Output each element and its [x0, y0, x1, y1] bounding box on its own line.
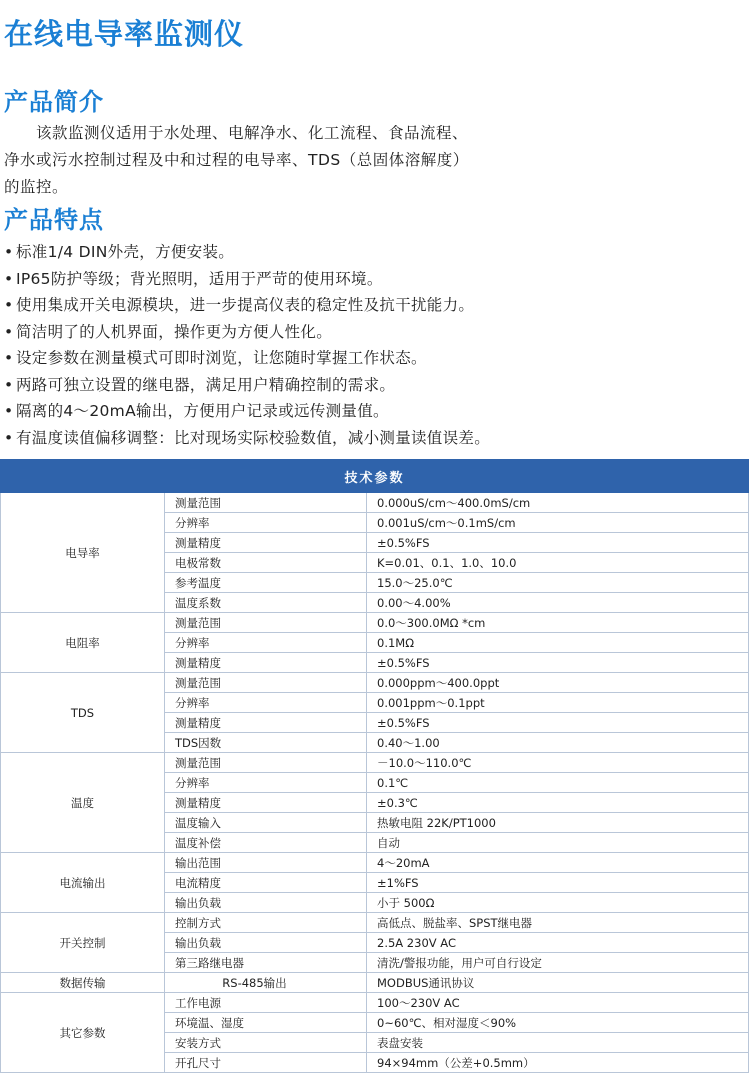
spec-group-label: 其它参数 [1, 993, 165, 1073]
spec-value: ±0.5%FS [367, 653, 749, 673]
spec-param: RS-485输出 [165, 973, 367, 993]
spec-value: 4～20mA [367, 853, 749, 873]
spec-value: ±0.5%FS [367, 533, 749, 553]
spec-param: 测量精度 [165, 713, 367, 733]
spec-param: 输出负载 [165, 893, 367, 913]
spec-param: 分辨率 [165, 693, 367, 713]
feature-item [4, 398, 490, 425]
spec-param: 温度系数 [165, 593, 367, 613]
spec-param: 环境温、湿度 [165, 1013, 367, 1033]
feature-item [4, 266, 490, 293]
feature-item [4, 345, 490, 372]
spec-row [1, 913, 749, 933]
spec-value: 0.1MΩ [367, 633, 749, 653]
spec-param: 电极常数 [165, 553, 367, 573]
spec-param: 测量范围 [165, 613, 367, 633]
spec-param: 参考温度 [165, 573, 367, 593]
spec-param: 工作电源 [165, 993, 367, 1013]
feature-text: IP65防护等级；背光照明，适用于严苛的使用环境。 [16, 269, 383, 288]
spec-param: 分辨率 [165, 513, 367, 533]
spec-param: 温度输入 [165, 813, 367, 833]
feature-item [4, 425, 490, 452]
spec-row [1, 753, 749, 773]
spec-value: －10.0～110.0℃ [367, 753, 749, 773]
spec-value: 热敏电阻 22K/PT1000 [367, 813, 749, 833]
spec-value: 100～230V AC [367, 993, 749, 1013]
spec-param: 测量精度 [165, 533, 367, 553]
feature-item [4, 319, 490, 346]
feature-item [4, 292, 490, 319]
feature-text: 使用集成开关电源模块，进一步提高仪表的稳定性及抗干扰能力。 [16, 296, 475, 314]
spec-row [1, 993, 749, 1013]
spec-value: 小于 500Ω [367, 893, 749, 913]
spec-param: 温度补偿 [165, 833, 367, 853]
spec-param: 第三路继电器 [165, 953, 367, 973]
spec-value: 0.001ppm～0.1ppt [367, 693, 749, 713]
spec-row [1, 493, 749, 513]
spec-row [1, 973, 749, 993]
spec-param: 电流精度 [165, 873, 367, 893]
spec-param: 控制方式 [165, 913, 367, 933]
spec-param: 测量精度 [165, 793, 367, 813]
spec-param: 分辨率 [165, 633, 367, 653]
spec-param: 开孔尺寸 [165, 1053, 367, 1073]
spec-value: 2.5A 230V AC [367, 933, 749, 953]
intro-text: 该款监测仪适用于水处理、电解净水、化工流程、食品流程、净水或污水控制过程及中和过程的电导率、TDS（总固体溶解度）的监控。 [4, 124, 469, 196]
bullet-icon: • [4, 428, 14, 447]
feature-text: 隔离的4～20mA输出，方便用户记录或远传测量值。 [16, 402, 389, 420]
spec-value: 0.001uS/cm～0.1mS/cm [367, 513, 749, 533]
page-title: 在线电导率监测仪 [4, 17, 245, 51]
feature-text: 标准1/4 DIN外壳，方便安装。 [16, 243, 235, 261]
spec-value: 高低点、脱盐率、SPST继电器 [367, 913, 749, 933]
spec-value: 自动 [367, 833, 749, 853]
spec-group-label: 电流输出 [1, 853, 165, 913]
features-list [4, 239, 490, 451]
bullet-icon: • [4, 402, 14, 420]
feature-text: 设定参数在测量模式可即时浏览，让您随时掌握工作状态。 [16, 349, 427, 367]
spec-param: 输出负载 [165, 933, 367, 953]
spec-param: 测量范围 [165, 753, 367, 773]
spec-value: 0.40～1.00 [367, 733, 749, 753]
bullet-icon: • [4, 349, 14, 367]
spec-table-header: 技术参数 [1, 460, 749, 493]
bullet-icon: • [4, 243, 14, 261]
spec-param: 测量精度 [165, 653, 367, 673]
spec-param: TDS因数 [165, 733, 367, 753]
intro-heading: 产品简介 [4, 88, 104, 116]
bullet-icon: • [4, 375, 14, 394]
spec-value: ±1%FS [367, 873, 749, 893]
spec-table [0, 459, 749, 1073]
spec-param: 分辨率 [165, 773, 367, 793]
spec-value: 0.000uS/cm～400.0mS/cm [367, 493, 749, 513]
spec-value: K=0.01、0.1、1.0、10.0 [367, 553, 749, 573]
spec-param: 输出范围 [165, 853, 367, 873]
bullet-icon: • [4, 296, 14, 314]
feature-text: 简洁明了的人机界面，操作更为方便人性化。 [16, 322, 333, 341]
spec-group-label: 电导率 [1, 493, 165, 613]
feature-text: 有温度读值偏移调整：比对现场实际校验数值，减小测量读值误差。 [16, 428, 491, 447]
spec-value: 15.0～25.0℃ [367, 573, 749, 593]
spec-value: 0~60℃、相对湿度＜90% [367, 1013, 749, 1033]
bullet-icon: • [4, 322, 14, 341]
spec-row [1, 673, 749, 693]
spec-value: 0.00～4.00% [367, 593, 749, 613]
spec-row [1, 613, 749, 633]
spec-group-label: 开关控制 [1, 913, 165, 973]
spec-param: 安装方式 [165, 1033, 367, 1053]
spec-param: 测量范围 [165, 673, 367, 693]
spec-param: 测量范围 [165, 493, 367, 513]
spec-value: MODBUS通讯协议 [367, 973, 749, 993]
spec-value: ±0.5%FS [367, 713, 749, 733]
bullet-icon: • [4, 269, 14, 288]
spec-value: ±0.3℃ [367, 793, 749, 813]
spec-value: 94×94mm（公差+0.5mm） [367, 1053, 749, 1073]
spec-group-label: 电阻率 [1, 613, 165, 673]
feature-item [4, 239, 490, 266]
spec-value: 0.1℃ [367, 773, 749, 793]
features-heading: 产品特点 [4, 206, 104, 234]
spec-group-label: TDS [1, 673, 165, 753]
spec-row [1, 853, 749, 873]
spec-value: 0.0～300.0MΩ *cm [367, 613, 749, 633]
spec-value: 清洗/警报功能，用户可自行设定 [367, 953, 749, 973]
spec-value: 表盘安装 [367, 1033, 749, 1053]
feature-item [4, 372, 490, 399]
feature-text: 两路可独立设置的继电器，满足用户精确控制的需求。 [16, 375, 396, 394]
spec-value: 0.000ppm～400.0ppt [367, 673, 749, 693]
spec-group-label: 温度 [1, 753, 165, 853]
spec-group-label: 数据传输 [1, 973, 165, 993]
